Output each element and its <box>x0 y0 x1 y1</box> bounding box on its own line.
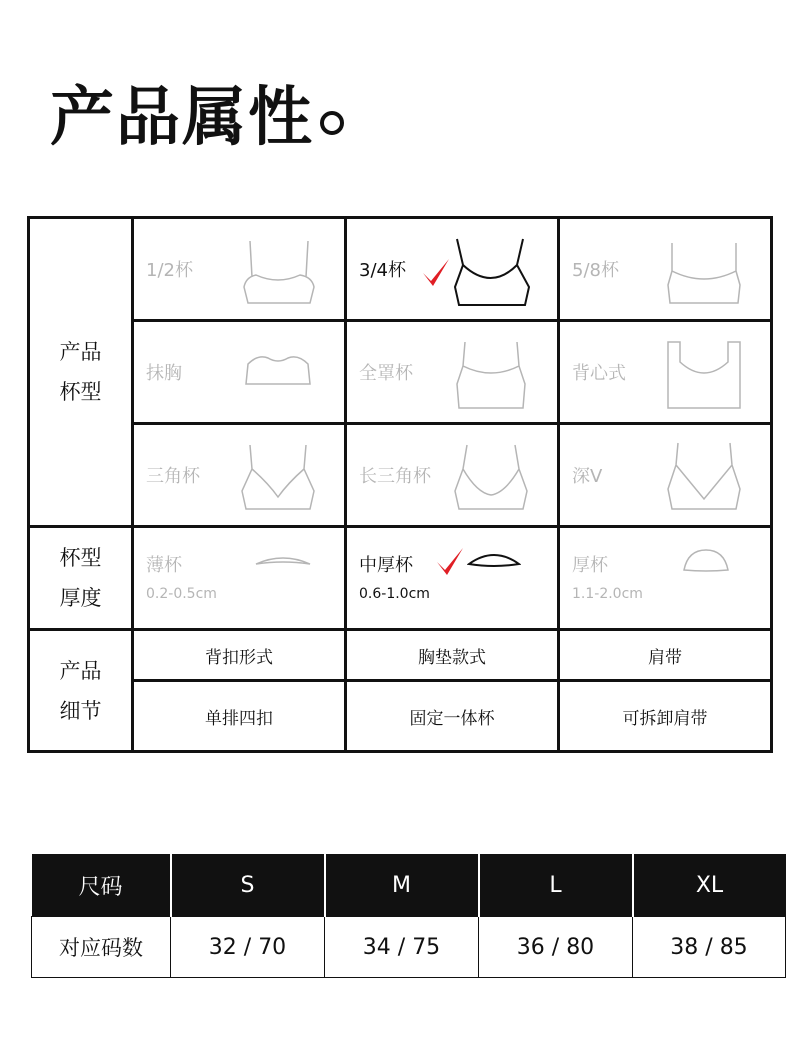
checkmark-icon <box>421 257 453 287</box>
thickness-option-thick: 厚杯 1.1-2.0cm <box>559 527 772 630</box>
size-l: L <box>479 854 633 917</box>
five-eighths-cup-icon <box>664 241 744 307</box>
full-cup-icon <box>451 340 531 410</box>
equivalent-size-l: 36 / 80 <box>479 917 633 978</box>
detail-value-strap: 可拆卸肩带 <box>559 681 772 752</box>
page-title: 产品属性 <box>50 78 344 158</box>
three-quarter-cup-icon <box>451 237 531 307</box>
detail-header-pad: 胸垫款式 <box>346 630 559 681</box>
size-s: S <box>171 854 325 917</box>
cup-option-three-quarter: 3/4杯 <box>346 218 559 321</box>
triangle-cup-icon <box>238 443 318 513</box>
equivalent-size-xl: 38 / 85 <box>633 917 786 978</box>
strapless-cup-icon <box>238 352 318 392</box>
cup-option-vest: 背心式 <box>559 321 772 424</box>
detail-header-strap: 肩带 <box>559 630 772 681</box>
cup-option-long-triangle: 长三角杯 <box>346 424 559 527</box>
thickness-option-thin: 薄杯 0.2-0.5cm <box>133 527 346 630</box>
size-xl: XL <box>633 854 786 917</box>
long-triangle-cup-icon <box>451 443 531 513</box>
half-cup-icon <box>238 239 318 307</box>
cup-option-triangle: 三角杯 <box>133 424 346 527</box>
thin-pad-icon <box>254 552 312 570</box>
cup-option-strapless: 抹胸 <box>133 321 346 424</box>
cup-option-half: 1/2杯 <box>133 218 346 321</box>
vest-cup-icon <box>664 340 744 410</box>
equivalent-size-s: 32 / 70 <box>171 917 325 978</box>
detail-value-clasp: 单排四扣 <box>133 681 346 752</box>
medium-pad-icon <box>467 550 521 570</box>
cup-option-five-eighths: 5/8杯 <box>559 218 772 321</box>
thickness-header: 杯型 厚度 <box>29 527 133 630</box>
thickness-option-medium: 中厚杯 0.6-1.0cm <box>346 527 559 630</box>
size-table <box>31 854 786 978</box>
title-dot-icon <box>320 111 344 135</box>
cup-type-header: 产品 杯型 <box>29 218 133 527</box>
detail-header-clasp: 背扣形式 <box>133 630 346 681</box>
detail-value-pad: 固定一体杯 <box>346 681 559 752</box>
attribute-table <box>27 216 773 753</box>
thick-pad-icon <box>682 548 730 574</box>
size-row-header: 尺码 <box>32 854 171 917</box>
cup-option-deep-v: 深V <box>559 424 772 527</box>
size-m: M <box>325 854 479 917</box>
checkmark-icon <box>435 546 467 576</box>
details-header: 产品 细节 <box>29 630 133 752</box>
cup-option-full: 全罩杯 <box>346 321 559 424</box>
equivalent-size-m: 34 / 75 <box>325 917 479 978</box>
deep-v-cup-icon <box>664 441 744 513</box>
equivalent-size-header: 对应码数 <box>32 917 171 978</box>
